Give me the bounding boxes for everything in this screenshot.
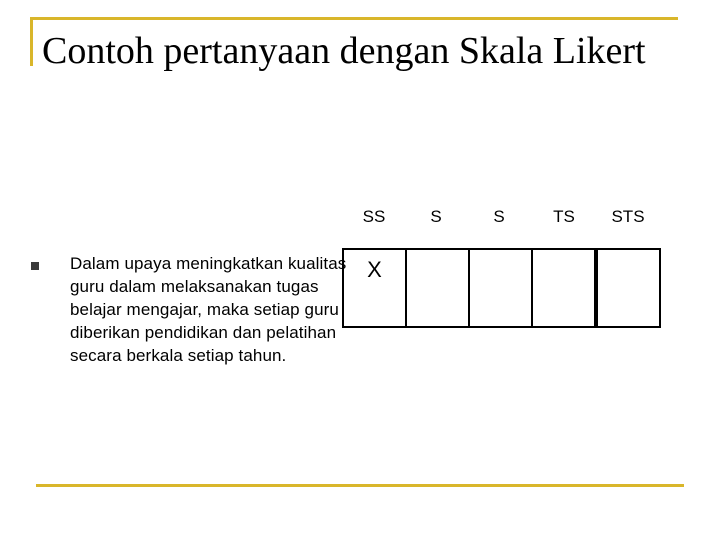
answer-box-ts[interactable] [531,248,596,328]
bullet-square-icon [31,262,39,270]
scale-header-ts: TS [553,207,575,226]
bottom-rule [36,484,684,487]
answer-box-sts[interactable] [596,248,661,328]
answer-box-s-1[interactable] [405,248,470,328]
question-statement: Dalam upaya meningkatkan kualitas guru dalam melaksanakan tugas belajar mengajar, maka setiap guru diberikan pendidikan dan pelatihan secara berkala setiap tahun. [70,254,347,365]
top-rule [30,17,678,20]
left-rule [30,18,33,66]
scale-header-s-2: S [493,207,505,226]
scale-header-s-1: S [430,207,442,226]
scale-header-ss: SS [362,207,386,226]
answer-mark: X [367,257,382,282]
slide-title: Contoh pertanyaan dengan Skala Likert [42,30,646,72]
answer-box-ss[interactable] [342,248,407,328]
scale-header-sts: STS [611,207,645,226]
answer-box-s-2[interactable] [468,248,533,328]
